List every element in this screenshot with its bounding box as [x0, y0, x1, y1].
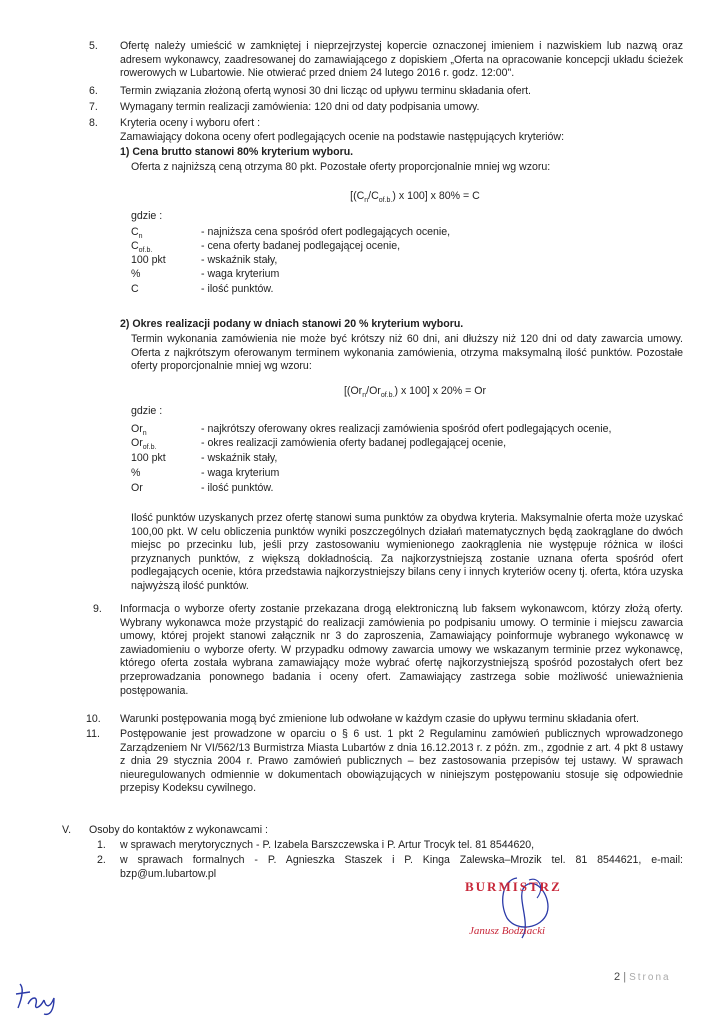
legend-desc: - cena oferty badanej podlegającej ocenie,	[201, 240, 401, 252]
contact-text: w sprawach formalnych - P. Agnieszka Staszek i P. Kinga Zalewska–Mrozik tel. 81 8544621, e-mail: bzp@um.lubartow.pl	[120, 854, 683, 880]
item-number: 5.	[89, 40, 98, 52]
item-text: Warunki postępowania mogą być zmienione lub odwołane w każdym czasie do upływu terminu składania ofert.	[120, 713, 639, 725]
page-number-separator: |	[623, 971, 627, 983]
legend-desc: - waga kryterium	[201, 268, 280, 280]
contact-number: 1.	[97, 839, 106, 851]
criterion-1-title: 1) Cena brutto stanowi 80% kryterium wyboru.	[120, 146, 354, 158]
section-v-number: V.	[62, 824, 72, 836]
item-text: Termin związania złożoną ofertą wynosi 30 dni licząc od upływu terminu składania ofert.	[120, 85, 532, 97]
item-5	[89, 40, 683, 81]
item-number: 10.	[86, 713, 101, 725]
legend-desc: - wskaźnik stały,	[201, 452, 278, 464]
item-7	[89, 101, 683, 115]
criterion-2-text: Termin wykonania zamówienia nie może być krótszy niż 60 dni, ani dłuższy niż 120 dni od daty zawarcia umowy. Oferta z najkrótszym oferowanym terminem wykonania zamówienia, otrzyma maksymalną ilość punktów. Pozostałe oferty proporcjonalnie mniej wg wzoru:	[131, 333, 683, 373]
legend-desc: - ilość punktów.	[201, 482, 274, 494]
summary-paragraph: Ilość punktów uzyskanych przez ofertę stanowi suma punktów za obydwa kryteria. Maksymalnie oferta może uzyskać 100,00 pkt. W celu obliczenia punktów wyniki poszczególnych działań matematycznych będą zaokrąglane do dwóch miejsc po przecinku lub, jeśli przy zastosowaniu wymienionego zaokrąglenia nie występuje różnica w ilości przyznanych punktów, z większą dokładnością. Za najkorzystniejszą zostanie uznana oferta spośród ofert podlegających ocenie, która przedstawia najkorzystniejszy bilans ceny i innych kryteriów oceny tj. oferta, która uzyska najwyższą ilość punktów.	[131, 512, 683, 592]
legend-symbol: 100 pkt	[131, 254, 166, 266]
page-number-word: Strona	[629, 972, 671, 983]
section-v-title: Osoby do kontaktów z wykonawcami :	[89, 824, 268, 836]
item-text: Kryteria oceny i wyboru ofert :	[120, 117, 261, 129]
item-text: Ofertę należy umieścić w zamkniętej i nieprzejrzystej kopercie oznaczonej imieniem i nazwiskiem lub nazwą oraz adresem wykonawcy, zaadresowanej do zamawiającego z dopiskiem „Oferta na opracowanie koncepcji układu ścieżek rowerowych w Lubartowie. Nie otwierać przed dniem 24 lutego 2016 r. godz. 12:00".	[120, 40, 683, 80]
page-number	[614, 971, 671, 985]
contact-number: 2.	[97, 854, 106, 866]
item-number: 11.	[86, 728, 100, 740]
criterion-2-title: 2) Okres realizacji podany w dniach stanowi 20 % kryterium wyboru.	[120, 318, 464, 330]
legend-desc: - okres realizacji zamówienia oferty badanej podlegającej ocenie,	[201, 437, 507, 449]
criteria-intro: Zamawiający dokona oceny ofert podlegających ocenie na podstawie następujących kryteriów:	[120, 131, 565, 143]
legend-symbol: %	[131, 467, 141, 479]
contact-1	[97, 839, 683, 853]
item-9	[89, 603, 683, 698]
item-text: Postępowanie jest prowadzone w oparciu o § 6 ust. 1 pkt 2 Regulaminu zamówień publicznych wprowadzonego Zarządzeniem Nr VI/562/13 Burmistrza Miasta Lubartów z dnia 16.12.2013 r. z późn. zm., zgodnie z art. 4 pkt 8 ustawy z dnia 29 stycznia 2004 r. Prawo zamówień publicznych – bez zastosowania przepisów tej ustawy. W sprawach nieuregulowanych odmiennie w dokumentach obowiązujących w niniejszym postępowaniu stosuje się odpowiednie przepisy Kodeksu cywilnego.	[120, 728, 683, 795]
legend-desc: - najkrótszy oferowany okres realizacji zamówienia spośród ofert podlegających ocenie,	[201, 423, 612, 435]
item-text: Wymagany termin realizacji zamówienia: 120 dni od daty podpisania umowy.	[120, 101, 480, 113]
item-8	[89, 117, 683, 131]
legend-symbol: $C_{of.b.}$	[131, 240, 153, 255]
mayor-stamp	[447, 868, 587, 958]
stamp-name: Janusz Bodziacki	[469, 925, 546, 937]
legend-desc: - najniższa cena spośród ofert podlegających ocenie,	[201, 226, 451, 238]
legend-symbol: $Or_n$	[131, 423, 147, 438]
item-number: 6.	[89, 85, 98, 97]
legend-desc: - waga kryterium	[201, 467, 280, 479]
legend-symbol: Or	[131, 482, 143, 494]
legend-desc: - ilość punktów.	[201, 283, 274, 295]
contact-2	[97, 854, 683, 881]
legend-symbol: $Or_{of.b.}$	[131, 437, 157, 452]
item-10	[86, 713, 683, 727]
contact-text: w sprawach merytorycznych - P. Izabela Barszczewska i P. Artur Trocyk tel. 81 8544620,	[120, 839, 535, 851]
item-6	[89, 85, 683, 99]
legend-symbol: %	[131, 268, 141, 280]
item-number: 9.	[93, 603, 102, 615]
legend-symbol: 100 pkt	[131, 452, 166, 464]
legend-symbol: C	[131, 283, 139, 295]
where-label: gdzie :	[131, 210, 163, 222]
item-11	[86, 728, 683, 796]
item-number: 8.	[89, 117, 98, 129]
stamp-title: BURMISTRZ	[465, 879, 562, 894]
criterion-1-formula: [$(C_n/C_{of.b.})$ x 100] x 80% = C	[350, 190, 480, 205]
item-text: Informacja o wyborze oferty zostanie przekazana drogą elektroniczną lub faksem wykonawcom, którzy złożą oferty. Wybrany wykonawca może przystąpić do realizacji zamówienia po podpisaniu umowy. O terminie i miejscu zawarcia umowy, której projekt stanowi załącznik nr 3 do zaproszenia, Zamawiający poinformuje wybranego wykonawcę w zawiadomieniu o wyborze oferty. W przypadku odmowy zawarcia umowy we wskazanym terminie przez wykonawcę, którego oferta została wybrana zamawiający może wybrać ofertę najkorzystniejszą spośród pozostałych ofert bez przeprowadzania ponownego badania i oceny ofert. Zamawiający zastrzega sobie możliwość unieważnienia postępowania.	[120, 603, 683, 697]
legend-symbol: $C_n$	[131, 226, 143, 241]
criterion-1-text: Oferta z najniższą ceną otrzyma 80 pkt. Pozostałe oferty proporcjonalnie mniej wg wzoru:	[131, 161, 551, 173]
page-number-value: 2	[614, 971, 621, 983]
criterion-2-formula: [$(Or_n/Or_{of.b.})$ x 100] x 20% = Or	[343, 385, 487, 400]
item-number: 7.	[89, 101, 98, 113]
initials-signature	[10, 978, 70, 1018]
where-label: gdzie :	[131, 405, 163, 417]
legend-desc: - wskaźnik stały,	[201, 254, 278, 266]
